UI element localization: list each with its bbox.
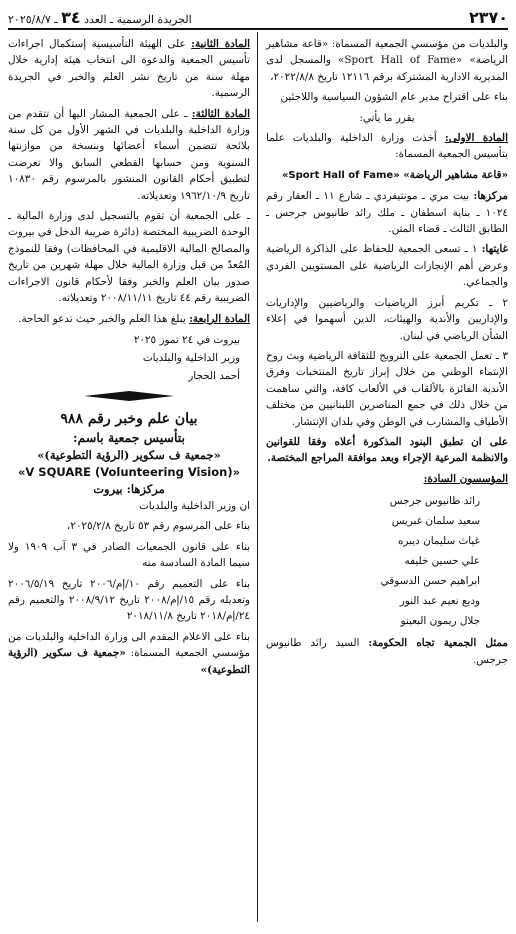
goals-label: غايتها: xyxy=(481,243,508,256)
article-2 xyxy=(8,36,250,102)
announcement-name-ar: «جمعية ف سكوير (الرؤية التطوعية)» xyxy=(37,447,221,462)
announcement-headquarters: مركزها: بيروت xyxy=(93,481,165,496)
association-name-en: «Sport Hall of Fame» xyxy=(281,169,400,181)
basis-notification-text: بناء على الاعلام المقدم الى وزارة الداخلية والبلديات من مؤسسي الجمعية المسماة: xyxy=(8,630,250,660)
signature-title: وزير الداخلية والبلديات xyxy=(142,351,240,364)
announcement-name-en: «V SQUARE (Volunteering Vision)» xyxy=(17,464,241,479)
government-representative xyxy=(266,635,508,668)
article-3-text-2: ـ على الجمعية أن تقوم بالتسجيل لدى وزارة المالية ـ الوحدة الضريبية المختصة (دائرة ضريبة الدخل في بيروت والمصالح المالية الاقليمية في المحافظات) وفقا للنموذج المُعدّ من قبل وزارة المالية خلال مهلة شهرين من تاريخ صدور بيان العلم والخبر وفقا لأحكام قانون الاجراءات الضريبية رقم ٤٤ تاريخ ٢٠٠٨/١١/١١ وتعديلاته. xyxy=(8,210,250,305)
article-2-text: على الهيئة التأسيسية إستكمال اجراءات تأسيس الجمعية والدعوة الى انتخاب هيئة إدارية خلال مهلة سنة من تاريخ نشر العلم والخبر في الجريدة الرسمية. xyxy=(8,38,250,100)
issue-date: ـ ٢٠٢٥/٨/٧ xyxy=(8,12,58,26)
goal-2: ٢ ـ تكريم أبرز الرياضيات والرياضيين والإداريات والإداريين والأندية والهيئات، الذين أسهموا في إعلاء الشأن الرياضي في لبنان. xyxy=(266,296,508,342)
founder-item: سعيد سلمان غبريس xyxy=(391,515,480,528)
association-name xyxy=(266,167,508,184)
gazette-title xyxy=(8,8,192,27)
article-4 xyxy=(8,311,250,327)
founders-notice-paragraph: والبلديات من مؤسسي الجمعية المسماة: «قاعة مشاهير الرياضة» «Sport Hall of Fame» والمسجل لدى المديرية الادارية المشتركة برقم ١٢١١٦ تاريخ ٢٠٢٢/٨/٨، xyxy=(266,38,508,83)
representative-label: ممثل الجمعية تجاه الحكومة: xyxy=(368,637,508,650)
headquarters-label: مركزها: xyxy=(473,190,508,203)
proposal-paragraph: بناء على اقتراح مدير عام الشؤون السياسية واللاجئين xyxy=(280,91,508,104)
association-name-ar: «قاعة مشاهير الرياضة» xyxy=(403,168,508,181)
founder-item: جلال ريمون البعينو xyxy=(400,615,480,628)
announcement-subtitle: بتأسيس جمعية باسم: xyxy=(72,429,186,445)
basis-notification xyxy=(8,629,250,678)
page-header xyxy=(8,6,508,30)
basis-law: بناء على قانون الجمعيات الصادر في ٣ آب ١٩٠٩ ولا سيما المادة السادسة منه xyxy=(8,540,251,570)
signature-place-date: بيروت في ٢٤ تموز ٢٠٢٥ xyxy=(133,333,240,346)
compliance-clause: على ان تطبق البنود المذكورة أعلاه وفقا للقوانين والانظمة المرعية الإجراء وبعد موافقة المراجع المختصة. xyxy=(266,435,508,465)
article-2-label: المادة الثانية: xyxy=(191,38,250,50)
founder-item: غياث سليمان ديبره xyxy=(397,535,480,548)
founder-item: علي حسين خليفه xyxy=(404,555,480,568)
founders-list xyxy=(266,491,508,631)
announcement-title: بيان علم وخبر رقم ٩٨٨ xyxy=(60,410,198,427)
headquarters-text: بيت مري ـ مونتيفردي ـ شارع ١١ ـ العقار رقم ١٠٢٤ ـ بناية اسطفان ـ ملك رائد طانيوس جرجس ـ الطابق الثالث ـ قضاء المتن. xyxy=(266,190,508,236)
signature-block xyxy=(8,331,250,385)
representative-text: السيد رائد طانيوس جرجس. xyxy=(266,637,508,666)
basis-circulars: بناء على التعميم رقم ١٠/إم/٢٠٠٦ تاريخ ٢٠٠٦/٥/١٩ وتعديله رقم ١٥/إم/٢٠٠٨ تاريخ ٢٠٠٨/٩/١٢ والتعميم رقم ٢٤/إم/٢٠١٨ تاريخ ٢٠١٨/١١/٨ xyxy=(8,577,250,623)
article-3-label: المادة الثالثة: xyxy=(191,107,250,120)
goal-1: ١ ـ تسعى الجمعية للحفاظ على الذاكرة الرياضية وعرض أهم الإنجازات الرياضية على المستويين الفردي والجماعي. xyxy=(266,243,508,289)
gazette-prefix: الجريدة الرسمية ـ العدد xyxy=(84,12,192,26)
signature-name: أحمد الحجار xyxy=(188,369,240,382)
right-column xyxy=(266,36,508,672)
article-4-text: يبلغ هذا العلم والخبر حيث تدعو الحاجة. xyxy=(18,312,186,325)
founder-item: وديع نعيم عبد النور xyxy=(399,595,480,608)
article-4-label: المادة الرابعة: xyxy=(189,312,250,325)
article-1-text: أخذت وزارة الداخلية والبلديات علما بتأسيس الجمعية المسماة: xyxy=(266,132,508,161)
basis-minister: ان وزير الداخلية والبلديات xyxy=(139,499,250,512)
ornament-divider-icon xyxy=(84,391,174,401)
left-column xyxy=(8,36,250,682)
article-3-text: ـ على الجمعية المشار اليها أن تتقدم من وزارة الداخلية والبلديات في الشهر الأول من كل سنة بلائحة تتضمن أسماء أعضائها وبنسخة من موازنتها السنوية ومن حسابها القطعي السابق والا تعرضت لتطبيق أحكام القانون المنشور بالمرسوم رقم ١٠٨٣٠ تاريخ ١٩٦٢/١٠/٩ وتعديلاته. xyxy=(8,107,250,202)
goal-3: ٣ ـ تعمل الجمعية على الترويج للثقافة الرياضية وبث روح الإنتماء الوطني من خلال إبراز تاريخ المنتخبات وفرق الأندية الفائزة بالألقاب في الألعاب كافة، والتي ساهمت من خلال ذلك في جمع المناصرين اللبنانيين من مختلف الأطياف والمشارب في الوطن وفي بلدان الإنتشار. xyxy=(266,349,508,428)
basis-notification-name: «جمعية ف سكوير (الرؤية التطوعية)» xyxy=(8,647,250,676)
founder-item: رائد طانيوس جرجس xyxy=(389,495,480,508)
basis-decree: بناء على المرسوم رقم ٥٣ تاريخ ٢٠٢٥/٢/٨، xyxy=(66,520,250,533)
article-1 xyxy=(266,130,508,163)
article-1-label: المادة الاولى: xyxy=(444,132,508,145)
founders-label: المؤسسون السادة: xyxy=(423,472,508,485)
headquarters xyxy=(266,188,508,237)
section-divider xyxy=(8,391,250,401)
decides-line: يقرر ما يأتي: xyxy=(359,111,415,124)
issue-number: ٣٤ xyxy=(61,7,81,27)
article-3 xyxy=(8,106,250,204)
goals xyxy=(266,241,508,290)
page-number: ٢٣٧٠ xyxy=(468,7,508,27)
founder-item: ابراهيم حسن الدسوقي xyxy=(380,575,480,588)
announcement-header xyxy=(8,409,250,498)
column-divider xyxy=(257,32,258,922)
